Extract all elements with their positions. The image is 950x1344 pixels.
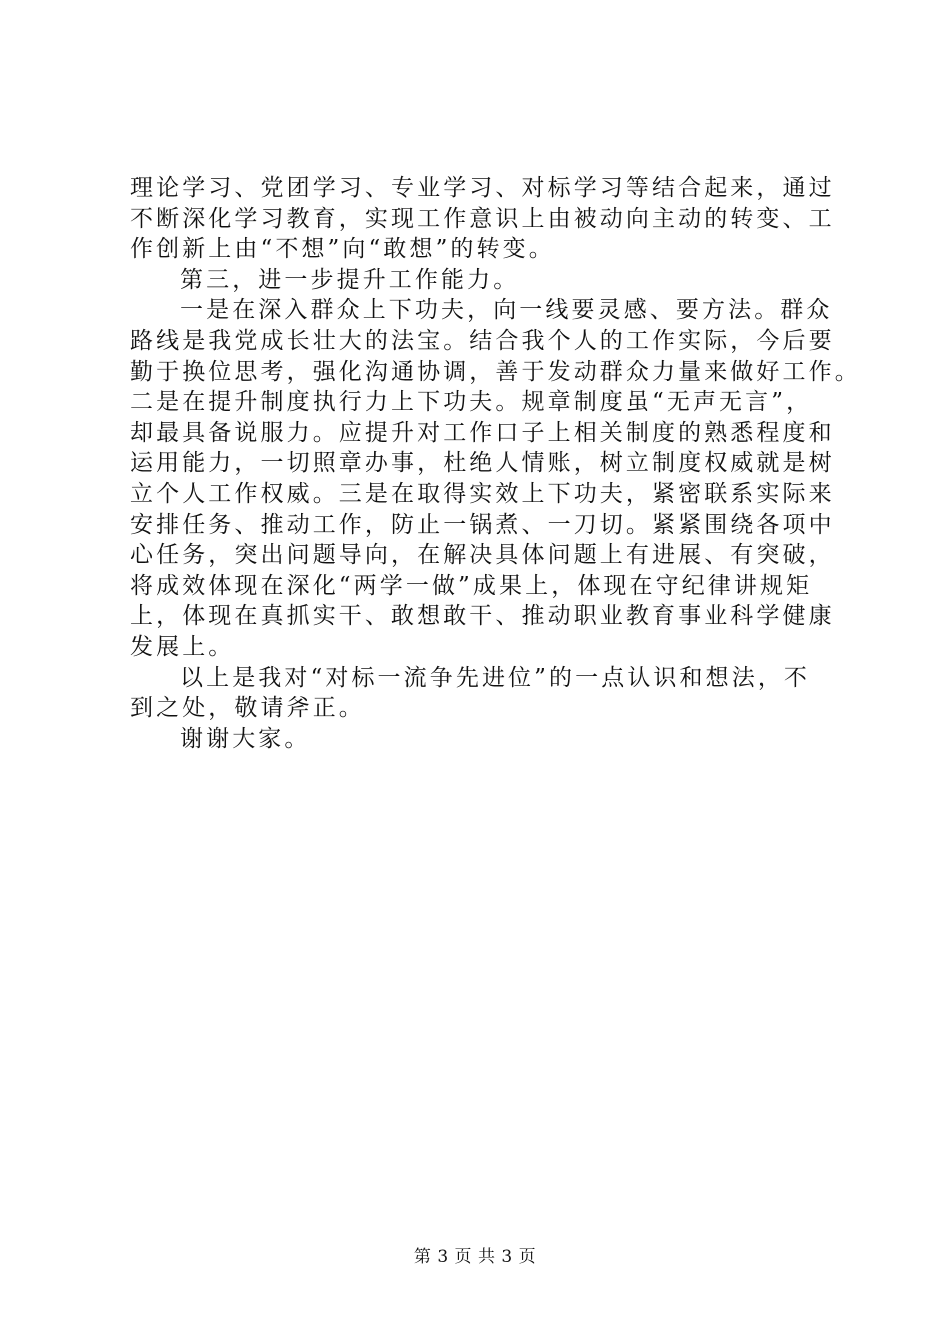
text-line: 发展上。 <box>130 633 235 660</box>
text-line: 一是在深入群众上下功夫，向一线要灵感、要方法。群众 <box>180 297 833 324</box>
text-line: 却最具备说服力。应提升对工作口子上相关制度的熟悉程度和 <box>130 419 835 446</box>
section-heading: 第三，进一步提升工作能力。 <box>180 266 520 293</box>
text-line: 安排任务、推动工作，防止一锅煮、一刀切。紧紧围绕各项中 <box>130 511 835 538</box>
text-line: 将成效体现在深化“两学一做”成果上，体现在守纪律讲规矩 <box>130 572 813 599</box>
text-line: 心任务，突出问题导向，在解决具体问题上有进展、有突破， <box>130 542 835 569</box>
text-line: 立个人工作权威。三是在取得实效上下功夫，紧密联系实际来 <box>130 480 835 507</box>
text-line: 以上是我对“对标一流争先进位”的一点认识和想法，不 <box>180 664 811 691</box>
body-text <box>130 173 861 754</box>
text-line: 不断深化学习教育，实现工作意识上由被动向主动的转变、工 <box>130 205 835 232</box>
text-line: 二是在提升制度执行力上下功夫。规章制度虽“无声无言”， <box>130 389 813 416</box>
text-line: 到之处，敬请斧正。 <box>130 695 365 722</box>
text-line: 理论学习、党团学习、专业学习、对标学习等结合起来，通过 <box>130 175 835 201</box>
text-line: 路线是我党成长壮大的法宝。结合我个人的工作实际，今后要 <box>130 327 835 354</box>
text-line: 勤于换位思考，强化沟通协调，善于发动群众力量来做好工作。 <box>130 358 861 385</box>
text-line: 运用能力，一切照章办事，杜绝人情账，树立制度权威就是树 <box>130 450 835 477</box>
text-line: 上，体现在真抓实干、敢想敢干、推动职业教育事业科学健康 <box>130 603 835 630</box>
closing-line: 谢谢大家。 <box>180 725 311 752</box>
page-footer: 第 3 页 共 3 页 <box>413 1247 537 1267</box>
text-line: 作创新上由“不想”向“敢想”的转变。 <box>130 236 555 263</box>
